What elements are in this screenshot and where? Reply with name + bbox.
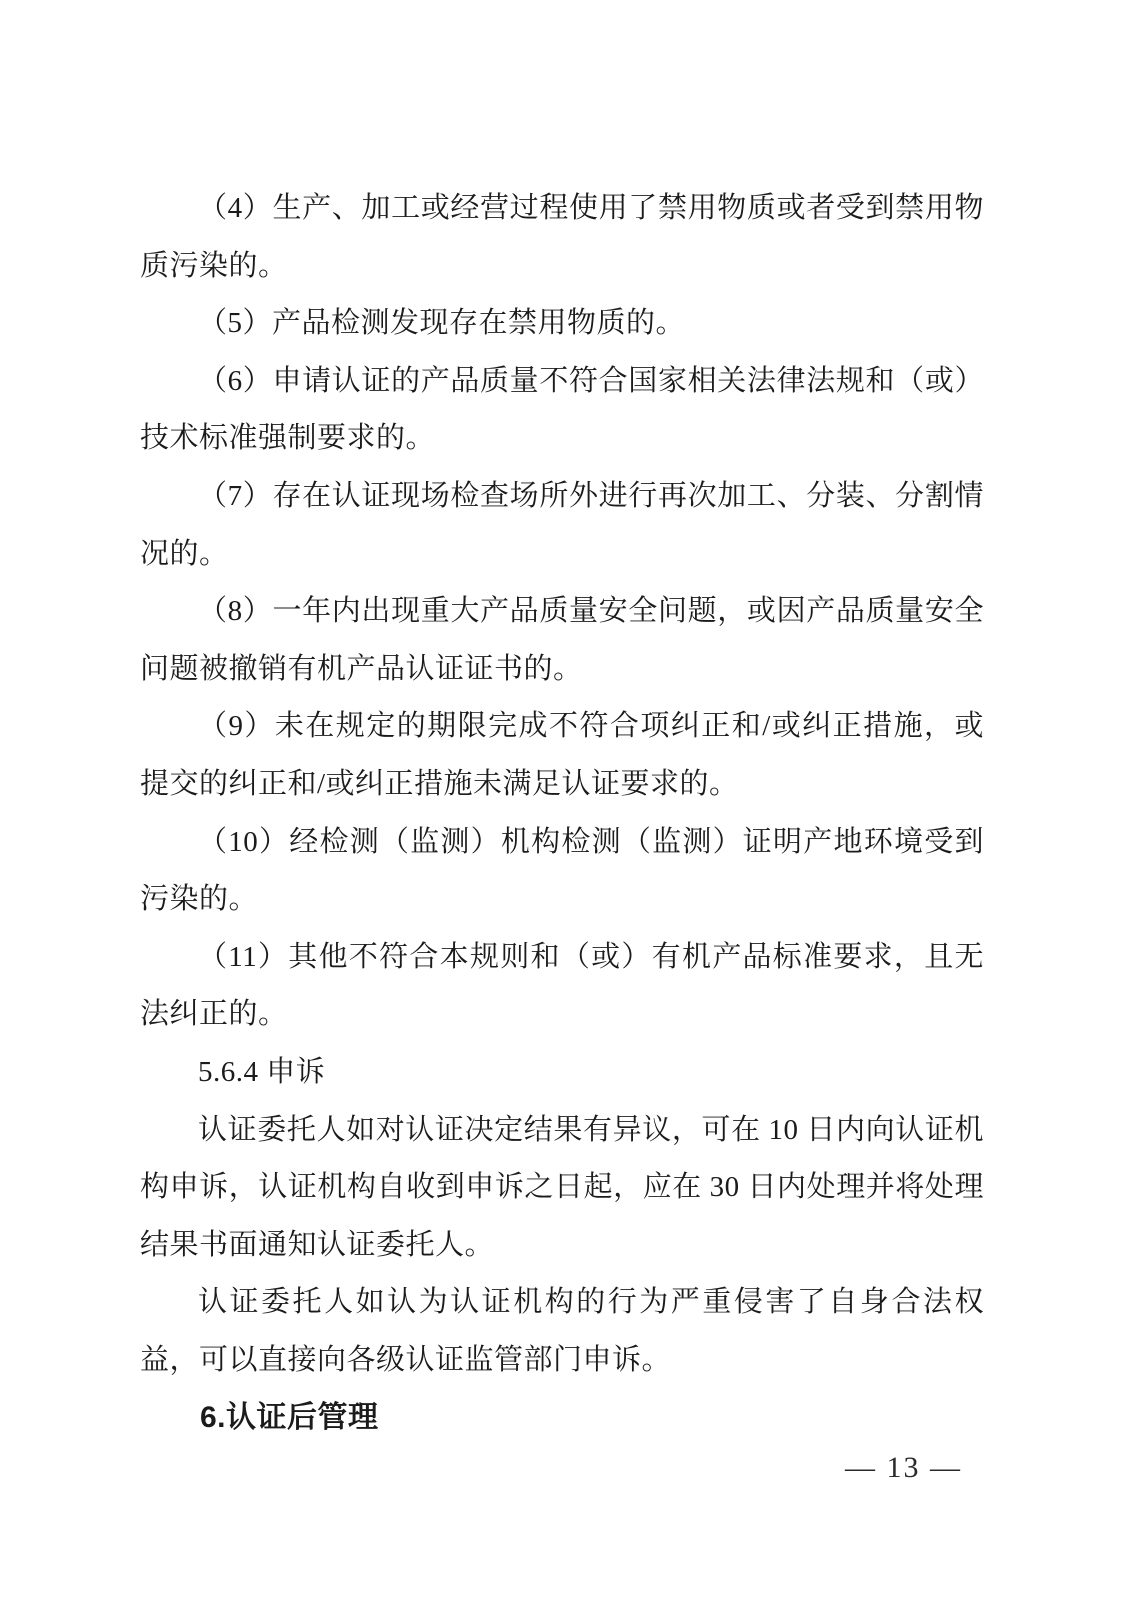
section-heading-5-6-4: 5.6.4 申诉: [198, 1055, 326, 1088]
paragraph-item-4: （4）生产、加工或经营过程使用了禁用物质或者受到禁用物质污染的。: [140, 192, 984, 282]
paragraph-item-11: （11）其他不符合本规则和（或）有机产品标准要求，且无法纠正的。: [140, 940, 984, 1031]
paragraph-appeal-2: 认证委托人如认为认证机构的行为严重侵害了自身合法权益，可以直接向各级认证监管部门申诉。: [140, 1286, 984, 1376]
paragraph-item-7: （7）存在认证现场检查场所外进行再次加工、分装、分割情况的。: [140, 479, 984, 570]
page-number: — 13 —: [845, 1451, 962, 1484]
paragraph-item-9: （9）未在规定的期限完成不符合项纠正和/或纠正措施，或提交的纠正和/或纠正措施未满足认证要求的。: [140, 710, 984, 800]
paragraph-item-5: （5）产品检测发现存在禁用物质的。: [198, 307, 686, 340]
paragraph-item-6: （6）申请认证的产品质量不符合国家相关法律法规和（或）技术标准强制要求的。: [140, 364, 984, 455]
section-heading-6: 6.认证后管理: [200, 1401, 379, 1435]
document-body: [140, 180, 984, 1447]
paragraph-item-8: （8）一年内出现重大产品质量安全问题，或因产品质量安全问题被撤销有机产品认证证书的。: [140, 595, 984, 685]
paragraph-item-10: （10）经检测（监测）机构检测（监测）证明产地环境受到污染的。: [140, 825, 984, 916]
paragraph-appeal-1: 认证委托人如对认证决定结果有异议，可在 10 日内向认证机构申诉，认证机构自收到申诉之日起，应在 30 日内处理并将处理结果书面通知认证委托人。: [140, 1113, 984, 1261]
